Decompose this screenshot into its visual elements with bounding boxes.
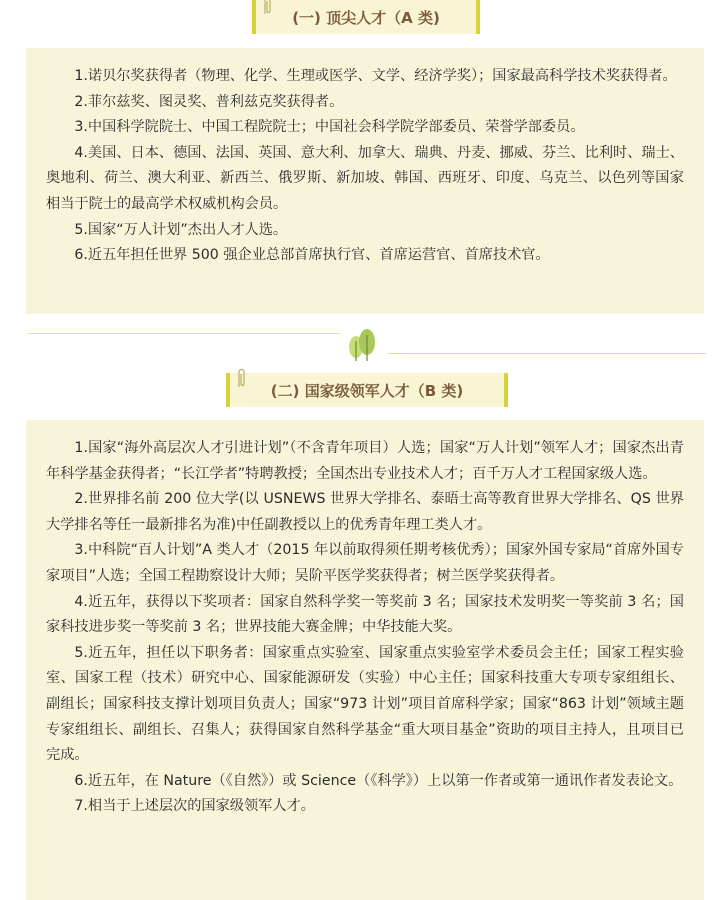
paperclip-icon — [262, 0, 272, 16]
section-b-panel — [26, 420, 704, 900]
list-item: 6.近五年，在 Nature（《自然》）或 Science（《科学》）上以第一作者或第一通讯作者发表论文。 — [74, 772, 683, 789]
list-item: 4.近五年，获得以下奖项者：国家自然科学奖一等奖前 3 名；国家技术发明奖一等奖前 3 名；国家科技进步奖一等奖前 3 名；世界技能大赛金牌；中华技能大奖。 — [46, 593, 684, 636]
list-item: 3.中国科学院院士、中国工程院院士；中国社会科学院学部委员、荣誉学部委员。 — [74, 119, 585, 136]
section-a-title: (一) 顶尖人才（A 类) — [292, 8, 440, 27]
list-item: 1.国家“海外高层次人才引进计划”（不含青年项目）人选；国家“万人计划”领军人才；国家杰出青年科学基金获得者；“长江学者”特聘教授；全国杰出专业技术人才；百千万人才工程国家级人选。 — [46, 440, 684, 482]
divider-left — [28, 333, 340, 334]
section-a-panel — [26, 48, 704, 314]
list-item: 1.诺贝尔奖获得者（物理、化学、生理或医学、文学、经济学奖）；国家最高科学技术奖获得者。 — [74, 68, 677, 84]
section-a-heading — [252, 0, 480, 34]
list-item: 2.世界排名前 200 位大学(以 USNEWS 世界大学排名、泰晤士高等教育世界大学排名、QS 世界大学排名等任一最新排名为准)中任副教授以上的优秀青年理工类人才。 — [46, 491, 684, 533]
divider-right — [388, 353, 706, 354]
paperclip-icon — [236, 367, 246, 389]
list-item: 3.中科院“百人计划”A 类人才（2015 年以前取得须任期考核优秀）；国家外国专家局“首席外国专家项目”人选；全国工程勘察设计大师；吴阶平医学奖获得者；树兰医学奖获得者。 — [46, 542, 684, 584]
list-item: 2.菲尔兹奖、图灵奖、普利兹克奖获得者。 — [74, 93, 344, 110]
list-item: 5.近五年，担任以下职务者：国家重点实验室、国家重点实验室学术委员会主任；国家工程实验室、国家工程（技术）研究中心、国家能源研发（实验）中心主任；国家科技重大专项专家组组长、副组长；国家科技支撑计划项目负责人；国家“973 计划”项目首席科学家；国家“863 计划”领域主题专家组组长、副组长、召集人；获得国家自然科学基金“重大项目基金”资助的项目主持人，且项目已完成。 — [46, 644, 684, 764]
list-item: 5.国家“万人计划”杰出人才人选。 — [74, 221, 288, 238]
section-b-heading — [226, 373, 508, 407]
section-b-title: (二) 国家级领军人才（B 类) — [270, 381, 464, 400]
leaf-icon — [342, 325, 382, 363]
list-item: 6.近五年担任世界 500 强企业总部首席执行官、首席运营官、首席技术官。 — [74, 247, 550, 264]
list-item: 7.相当于上述层次的国家级领军人才。 — [74, 798, 315, 815]
list-item: 4.美国、日本、德国、法国、英国、意大利、加拿大、瑞典、丹麦、挪威、芬兰、比利时、瑞士、奥地利、荷兰、澳大利亚、新西兰、俄罗斯、新加坡、韩国、西班牙、印度、乌克兰、以色列等国家相当于院士的最高学术权威机构会员。 — [46, 144, 684, 212]
